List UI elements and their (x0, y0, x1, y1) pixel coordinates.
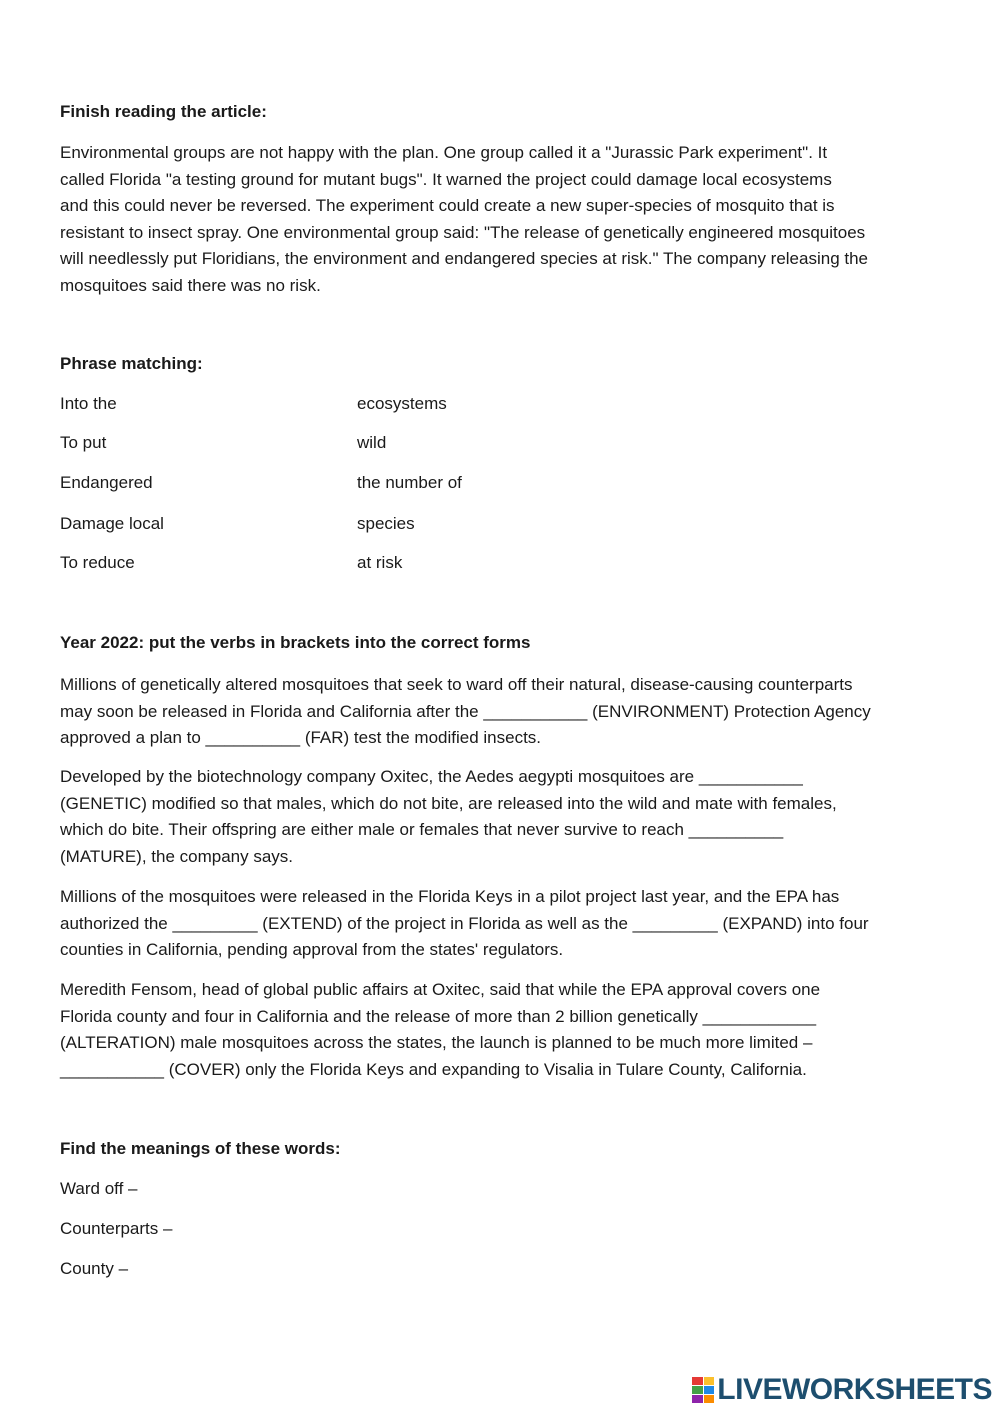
logo-square (692, 1395, 703, 1403)
phrase-right[interactable]: the number of (357, 473, 462, 492)
vocab-item: Counterparts – (60, 1219, 173, 1238)
section-heading-phrase-matching: Phrase matching: (60, 354, 203, 373)
phrase-left[interactable]: Damage local (60, 514, 164, 533)
phrase-left[interactable]: To reduce (60, 553, 135, 572)
phrase-row (60, 433, 660, 457)
article-paragraph (60, 140, 945, 299)
exercise-line: approved a plan to __________ (FAR) test the modified insects. (60, 728, 542, 747)
article-line: mosquitoes said there was no risk. (60, 275, 321, 295)
vocab-item: Ward off – (60, 1179, 138, 1198)
logo-square (704, 1395, 715, 1403)
exercise-paragraph (60, 977, 945, 1083)
phrase-right[interactable]: at risk (357, 553, 403, 572)
phrase-row (60, 553, 660, 577)
exercise-paragraph (60, 764, 945, 870)
phrase-right[interactable]: ecosystems (357, 394, 447, 413)
phrase-row (60, 473, 660, 497)
article-line: called Florida "a testing ground for mutant bugs". It warned the project could damage local ecosystems (60, 169, 832, 189)
phrase-right[interactable]: species (357, 514, 415, 533)
exercise-paragraph (60, 672, 945, 752)
logo-square (692, 1386, 703, 1394)
exercise-line: counties in California, pending approval from the states' regulators. (60, 940, 564, 959)
logo-text: LIVEWORKSHEETS (717, 1373, 992, 1406)
vocab-item: County – (60, 1259, 129, 1278)
article-line: resistant to insect spray. One environmental group said: "The release of genetically engineered mosquitoes (60, 222, 866, 242)
exercise-line: (GENETIC) modified so that males, which do not bite, are released into the wild and mate with females, (60, 793, 837, 813)
exercise-line: Florida county and four in California and the release of more than 2 billion genetically ____________ (60, 1006, 817, 1026)
article-line: Environmental groups are not happy with the plan. One group called it a "Jurassic Park experiment". It (60, 143, 828, 162)
section-heading-finish-reading: Finish reading the article: (60, 102, 267, 121)
exercise-line: (ALTERATION) male mosquitoes across the states, the launch is planned to be much more limited – (60, 1033, 813, 1052)
phrase-row (60, 394, 660, 418)
liveworksheets-logo[interactable] (692, 1373, 992, 1407)
exercise-line: Millions of the mosquitoes were released in the Florida Keys in a pilot project last year, and the EPA has (60, 887, 840, 906)
exercise-line: ___________ (COVER) only the Florida Keys and expanding to Visalia in Tulare County, California. (60, 1059, 807, 1079)
logo-square (692, 1377, 703, 1385)
logo-grid-icon (692, 1377, 714, 1403)
phrase-right[interactable]: wild (357, 433, 387, 452)
phrase-left[interactable]: To put (60, 433, 107, 452)
exercise-line: may soon be released in Florida and California after the ___________ (ENVIRONMENT) Protection Agency (60, 701, 871, 721)
logo-square (704, 1386, 715, 1394)
article-line: and this could never be reversed. The experiment could create a new super-species of mosquito that is (60, 196, 835, 215)
phrase-row (60, 514, 660, 538)
section-heading-meanings: Find the meanings of these words: (60, 1139, 341, 1158)
phrase-left[interactable]: Into the (60, 394, 117, 413)
exercise-paragraph (60, 884, 945, 964)
exercise-line: Millions of genetically altered mosquitoes that seek to ward off their natural, disease-causing counterparts (60, 675, 853, 694)
section-heading-verb-forms: Year 2022: put the verbs in brackets into the correct forms (60, 633, 531, 652)
phrase-left[interactable]: Endangered (60, 473, 153, 492)
exercise-line: which do bite. Their offspring are either male or females that never survive to reach __________ (60, 820, 784, 839)
exercise-line: Developed by the biotechnology company Oxitec, the Aedes aegypti mosquitoes are ___________ (60, 767, 803, 786)
exercise-line: authorized the _________ (EXTEND) of the project in Florida as well as the _________ (EXPAND) into four (60, 913, 869, 933)
logo-square (704, 1377, 715, 1385)
exercise-line: Meredith Fensom, head of global public affairs at Oxitec, said that while the EPA approval covers one (60, 980, 821, 999)
exercise-line: (MATURE), the company says. (60, 846, 294, 866)
article-line: will needlessly put Floridians, the environment and endangered species at risk." The company releasing the (60, 249, 869, 268)
